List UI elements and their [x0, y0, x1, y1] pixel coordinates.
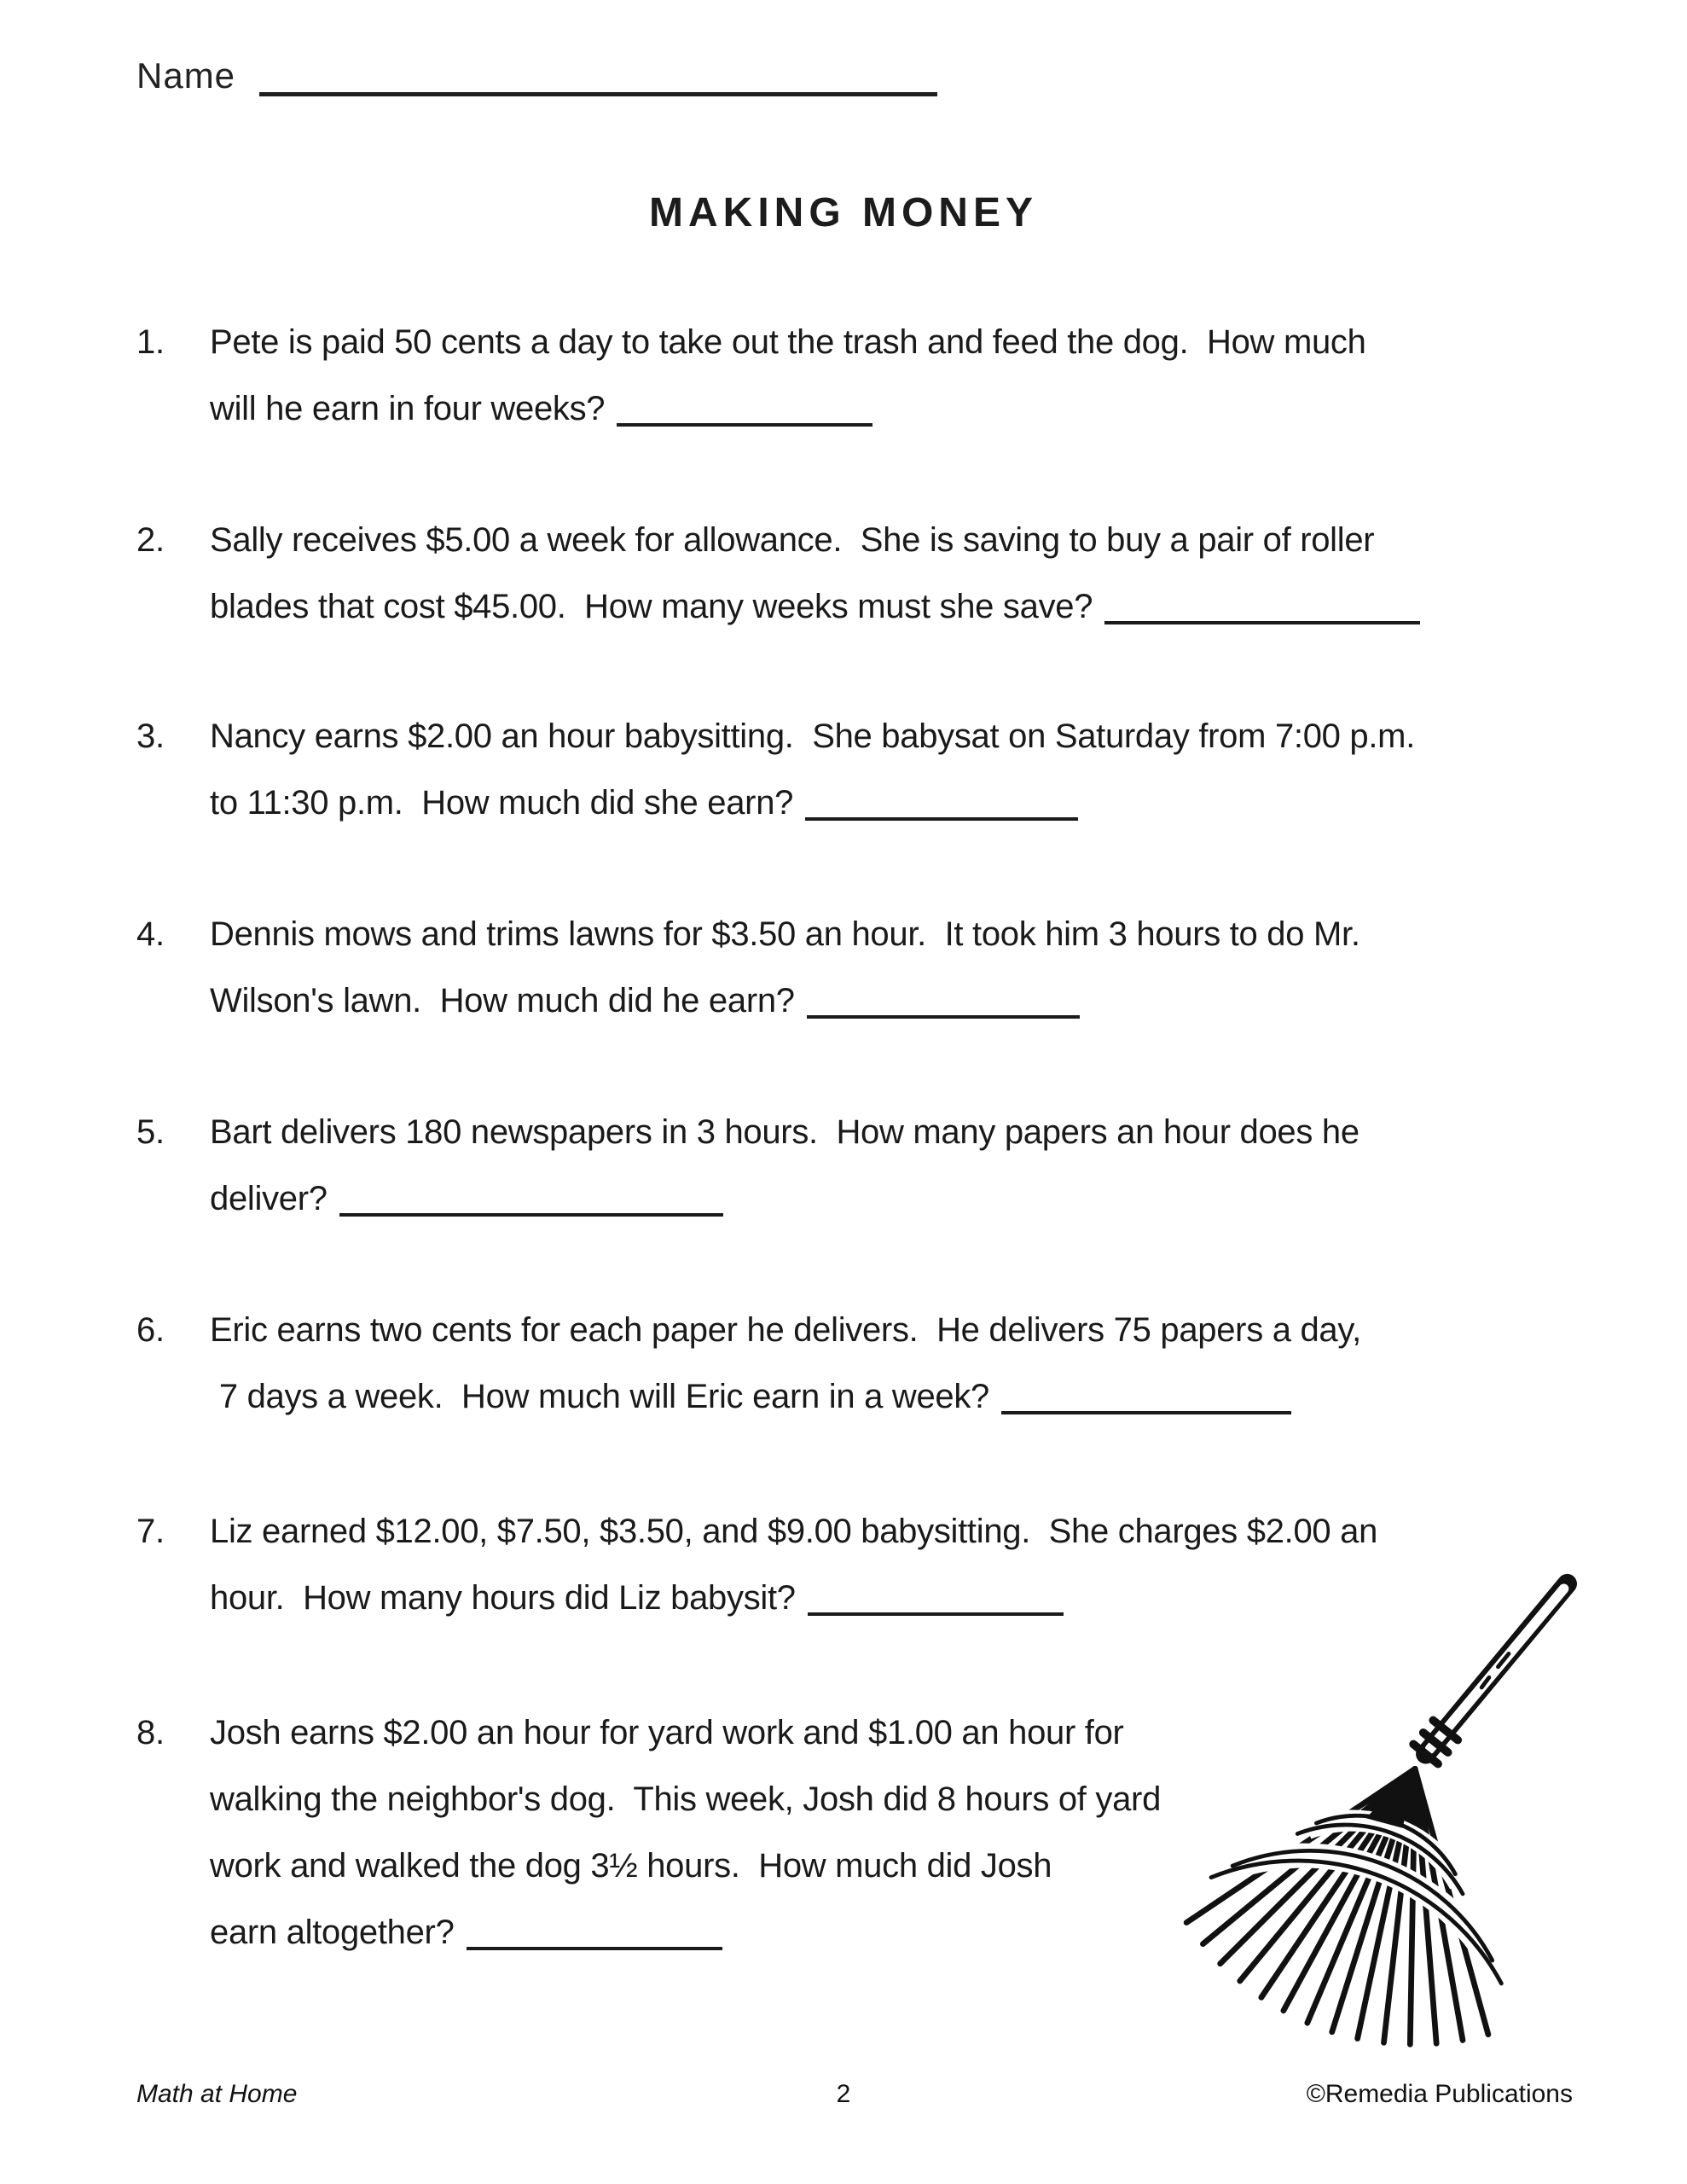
problem-line-text: 7 days a week. How much will Eric earn in a week?	[210, 1378, 989, 1415]
problem-line-text: Bart delivers 180 newspapers in 3 hours. How many papers an hour does he	[210, 1113, 1359, 1151]
problem-line-text: deliver?	[210, 1180, 328, 1217]
problem-line-text: Sally receives $5.00 a week for allowance. She is saving to buy a pair of roller	[210, 521, 1375, 559]
problem-item	[136, 507, 1420, 640]
problem-number: 4.	[136, 915, 165, 953]
problem-line	[210, 967, 1360, 1034]
problem-item	[136, 1099, 1359, 1232]
problem-line	[210, 1297, 1361, 1363]
problem-line	[210, 1498, 1377, 1565]
problem-number: 7.	[136, 1513, 165, 1550]
problem-line-text: to 11:30 p.m. How much did she earn?	[210, 784, 794, 822]
problem-number: 8.	[136, 1714, 165, 1751]
problem-line-text: will he earn in four weeks?	[210, 390, 606, 427]
name-row	[136, 53, 937, 96]
answer-blank[interactable]	[339, 1213, 723, 1217]
problem-line-text: Nancy earns $2.00 an hour babysitting. She babysat on Saturday from 7:00 p.m.	[210, 717, 1416, 755]
problem-line	[210, 375, 1366, 442]
rake-icon	[1119, 1571, 1580, 2073]
problem-item	[136, 901, 1360, 1034]
problem-line	[210, 1099, 1359, 1165]
problem-line	[210, 901, 1360, 967]
problem-line-text: Josh earns $2.00 an hour for yard work and $1.00 an hour for	[210, 1714, 1124, 1751]
problem-line-text: Wilson's lawn. How much did he earn?	[210, 982, 795, 1019]
problem-line-text: Dennis mows and trims lawns for $3.50 an hour. It took him 3 hours to do Mr.	[210, 915, 1360, 953]
problem-number: 5.	[136, 1113, 165, 1151]
problem-text	[210, 1099, 1359, 1232]
answer-blank[interactable]	[805, 817, 1078, 821]
problem-line-text: hour. How many hours did Liz babysit?	[210, 1579, 796, 1617]
problem-line-text: Pete is paid 50 cents a day to take out the trash and feed the dog. How much	[210, 323, 1366, 361]
problem-line	[210, 703, 1415, 770]
answer-blank[interactable]	[1001, 1411, 1291, 1414]
problem-line-text: blades that cost $45.00. How many weeks must she save?	[210, 588, 1093, 625]
problem-line	[210, 770, 1415, 836]
problem-number: 2.	[136, 521, 165, 559]
problem-line	[210, 1766, 1161, 1833]
problem-number: 3.	[136, 717, 165, 755]
problem-text	[210, 1297, 1361, 1430]
problem-line	[210, 573, 1420, 640]
problem-number: 6.	[136, 1311, 165, 1349]
problem-text	[210, 309, 1366, 442]
problem-number: 1.	[136, 323, 165, 361]
name-label: Name	[136, 55, 236, 96]
problem-line	[210, 1899, 1161, 1966]
footer-publisher: ©Remedia Publications	[1306, 2080, 1573, 2108]
problem-item	[136, 309, 1366, 442]
problem-line	[210, 1699, 1161, 1766]
problem-line-text: walking the neighbor's dog. This week, Josh did 8 hours of yard	[210, 1780, 1162, 1818]
problem-line-text: work and walked the dog 3½ hours. How much did Josh	[210, 1847, 1052, 1885]
problem-text	[210, 703, 1415, 836]
answer-blank[interactable]	[807, 1015, 1080, 1019]
footer-page-number: 2	[836, 2080, 851, 2108]
problem-item	[136, 1699, 1161, 1966]
problem-text	[210, 507, 1420, 640]
page-title: MAKING MONEY	[649, 190, 1038, 235]
problem-item	[136, 703, 1415, 836]
problem-line-text: Liz earned $12.00, $7.50, $3.50, and $9.00 babysitting. She charges $2.00 an	[210, 1513, 1378, 1550]
problem-line	[210, 1833, 1161, 1899]
problem-line	[210, 1165, 1359, 1232]
problem-item	[136, 1297, 1361, 1430]
problem-line	[210, 1363, 1361, 1430]
problem-line-text: earn altogether?	[210, 1914, 455, 1951]
problem-text	[210, 901, 1360, 1034]
problem-line-text: Eric earns two cents for each paper he delivers. He delivers 75 papers a day,	[210, 1311, 1361, 1349]
answer-blank[interactable]	[1104, 621, 1420, 624]
problem-line	[210, 309, 1366, 375]
problem-text	[210, 1699, 1161, 1966]
name-fill-line[interactable]	[259, 53, 937, 96]
answer-blank[interactable]	[617, 423, 872, 427]
answer-blank[interactable]	[808, 1612, 1064, 1616]
answer-blank[interactable]	[467, 1947, 722, 1950]
problem-line	[210, 507, 1420, 573]
footer-book-title: Math at Home	[136, 2080, 298, 2108]
